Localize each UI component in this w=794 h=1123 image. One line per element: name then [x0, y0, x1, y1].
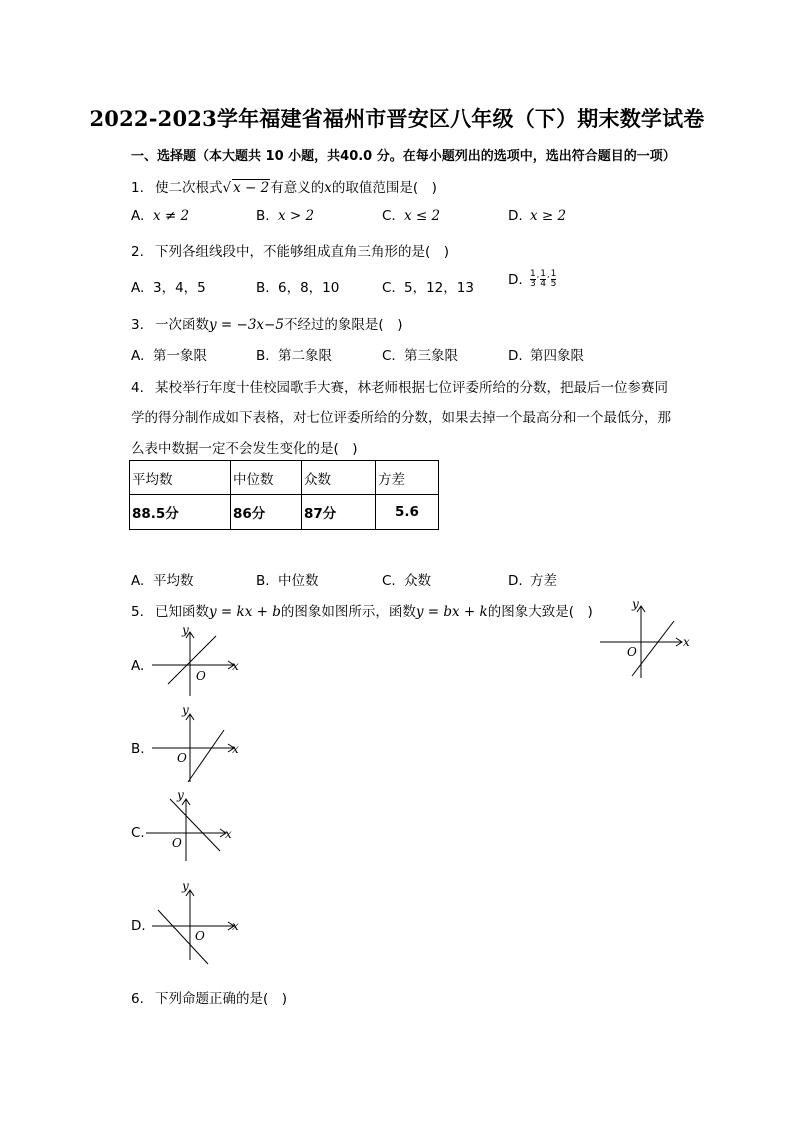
table-header: 中位数: [231, 461, 302, 495]
formula: y = −3x−5: [209, 317, 284, 333]
option-c[interactable]: C. 第三象限: [382, 348, 458, 364]
option-c[interactable]: C. 众数: [382, 573, 431, 589]
graph-line: [168, 636, 216, 684]
question-1: 1. 使二次根式√ x − 2有意义的x的取值范围是( ): [131, 180, 437, 196]
fraction: 1 3: [530, 269, 536, 289]
radicand: x − 2: [233, 180, 270, 196]
option-a[interactable]: A. 平均数: [131, 573, 194, 589]
fraction-list: 1 3 , 1 4 , 1 5: [530, 269, 557, 289]
question-3: 3. 一次函数y = −3x−5不经过的象限是( ): [131, 317, 403, 333]
option-a[interactable]: A.: [131, 658, 145, 674]
axis-y-label: y: [177, 788, 184, 802]
reference-graph: [596, 596, 696, 680]
table-row: [130, 495, 439, 530]
option-c[interactable]: C. 5，12，13: [382, 280, 474, 296]
option-d[interactable]: D. 方差: [508, 573, 557, 589]
axis-y-label: y: [182, 703, 189, 717]
formula: y = bx + k: [415, 604, 488, 620]
table-cell: 5.6: [376, 495, 439, 530]
table-cell: 86分: [231, 495, 302, 530]
option-b[interactable]: B. 第二象限: [256, 348, 332, 364]
table-cell: 87分: [302, 495, 376, 530]
question-number: 1.: [131, 180, 144, 196]
fraction: 1 4: [540, 269, 547, 289]
option-c-graph[interactable]: [142, 785, 242, 865]
question-number: 6.: [131, 991, 144, 1007]
axis-x-label: x: [225, 827, 232, 841]
option-d[interactable]: D. 第四象限: [508, 348, 584, 364]
question-4-line-2: 学的得分制作成如下表格，对七位评委所给的分数，如果去掉一个最高分和一个最低分，那: [131, 410, 671, 426]
question-4-line-1: 4. 某校举行年度十佳校园歌手大赛，林老师根据七位评委所给的分数，把最后一位参赛同: [131, 380, 668, 396]
fraction: 1 5: [550, 269, 557, 289]
origin-label: O: [196, 669, 206, 683]
option-d[interactable]: D. 1 3 , 1 4 , 1 5: [508, 269, 557, 289]
option-a[interactable]: A. 第一象限: [131, 348, 207, 364]
option-d-graph[interactable]: [148, 876, 248, 968]
question-2: 2. 下列各组线段中，不能够组成直角三角形的是( ): [131, 244, 450, 260]
question-number: 2.: [131, 244, 144, 260]
option-b[interactable]: B. x > 2: [256, 208, 315, 224]
formula: y = kx + b: [209, 604, 281, 620]
table-header: 方差: [376, 461, 439, 495]
question-number: 4.: [131, 380, 144, 396]
question-number: 3.: [131, 317, 144, 333]
origin-label: O: [627, 645, 637, 659]
axis-x-label: x: [232, 742, 239, 756]
origin-label: O: [195, 929, 205, 943]
question-number: 5.: [131, 604, 144, 620]
question-4-line-3: 么表中数据一定不会发生变化的是( ): [131, 441, 358, 457]
option-b[interactable]: B. 6，8，10: [256, 280, 340, 296]
question-5: 5. 已知函数y = kx + b的图象如图所示，函数y = bx + k的图象大致是( ): [131, 604, 593, 620]
table-header-row: [130, 461, 439, 495]
section-heading: 一、选择题（本大题共 10 小题，共40.0 分。在每小题列出的选项中，选出符合题目的一项）: [131, 149, 676, 164]
table-header: 众数: [302, 461, 376, 495]
graph-line: [188, 730, 224, 782]
option-b[interactable]: B.: [131, 741, 145, 757]
table-header: 平均数: [130, 461, 231, 495]
origin-label: O: [172, 836, 182, 850]
axis-y-label: y: [182, 623, 189, 637]
axis-x-label: x: [232, 919, 239, 933]
axis-x-label: x: [232, 659, 239, 673]
axis-y-label: y: [632, 597, 639, 611]
table-cell: 88.5分: [130, 495, 231, 530]
option-b[interactable]: B. 中位数: [256, 573, 319, 589]
axis-x-label: x: [683, 635, 690, 649]
option-a[interactable]: A. x ≠ 2: [131, 208, 190, 224]
page-title: 2022-2023学年福建省福州市晋安区八年级（下）期末数学试卷: [89, 106, 705, 131]
origin-label: O: [177, 751, 187, 765]
option-b-graph[interactable]: [148, 702, 248, 786]
question-6: 6. 下列命题正确的是( ): [131, 991, 288, 1007]
option-a-graph[interactable]: [148, 620, 248, 700]
sqrt-symbol: √: [222, 180, 232, 196]
option-d[interactable]: D.: [131, 918, 146, 934]
option-d[interactable]: D. x ≥ 2: [508, 208, 567, 224]
graph-line: [632, 621, 674, 676]
option-c[interactable]: C.: [131, 825, 145, 841]
axis-y-label: y: [182, 879, 189, 893]
stats-table: [129, 460, 439, 530]
option-c[interactable]: C. x ≤ 2: [382, 208, 441, 224]
option-a[interactable]: A. 3，4，5: [131, 280, 206, 296]
